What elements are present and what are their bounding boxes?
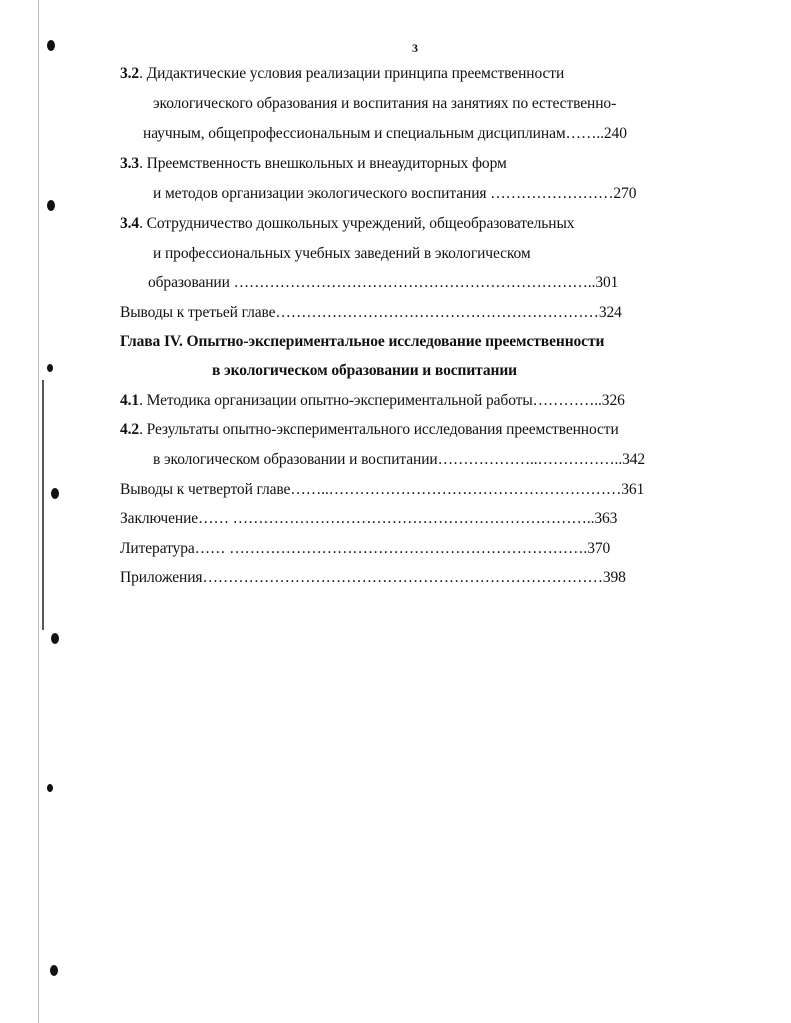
toc-entry-3-2-line-1	[120, 64, 564, 84]
toc-entry-3-4-line-2: и профессиональных учебных заведений в экологическом	[153, 245, 531, 262]
section-number: 3.2	[120, 65, 140, 82]
binding-hole	[47, 784, 53, 792]
toc-chapter-4-title-line-1: Глава IV. Опытно-экспериментальное исследование преемственности	[120, 333, 605, 350]
toc-entry-3-3-line-1	[120, 154, 507, 174]
toc-entry-conclusion: Заключение…… ……………………………………………………………..363	[120, 510, 618, 527]
toc-entry-conclusions-3: Выводы к третьей главе………………………………………………………324	[120, 304, 622, 321]
toc-entry-4-2-line-1	[120, 420, 619, 440]
binding-hole	[51, 633, 59, 644]
binding-edge-shadow	[42, 380, 44, 630]
binding-hole	[47, 364, 53, 372]
toc-entry-conclusions-4: Выводы к четвертой главе……..…………………………………………………361	[120, 481, 645, 498]
toc-entry-4-1	[120, 391, 625, 411]
section-number: 3.3	[120, 155, 140, 172]
section-title: . Методика организации опытно-экспериментальной работы…………..326	[139, 392, 625, 409]
section-title: . Результаты опытно-экспериментального исследования преемственности	[139, 421, 619, 438]
section-number: 4.1	[120, 392, 140, 409]
binding-edge-line	[38, 0, 39, 1023]
binding-hole	[47, 40, 55, 51]
toc-entry-appendices: Приложения……………………………………………………………………398	[120, 569, 626, 586]
binding-hole	[47, 200, 55, 211]
section-title: . Дидактические условия реализации принципа преемственности	[139, 65, 565, 82]
toc-entry-3-2-line-3: научным, общепрофессиональным и специальным дисциплинам……..240	[143, 125, 627, 142]
toc-chapter-4-title-line-2: в экологическом образовании и воспитании	[212, 362, 518, 379]
toc-entry-3-4-line-1	[120, 214, 574, 234]
toc-entry-literature: Литература…… …………………………………………………………….370	[120, 540, 611, 557]
page-number: 3	[412, 41, 418, 55]
binding-hole	[50, 965, 58, 976]
toc-entry-3-3-line-2: и методов организации экологического воспитания ……………………270	[153, 185, 637, 202]
section-title: . Преемственность внешкольных и внеаудиторных форм	[139, 155, 507, 172]
toc-entry-3-4-line-3: образовании ……………………………………………………………..301	[148, 274, 619, 291]
toc-entry-3-2-line-2: экологического образования и воспитания на занятиях по естественно-	[153, 95, 617, 112]
section-number: 4.2	[120, 421, 140, 438]
toc-entry-4-2-line-2: в экологическом образовании и воспитании………………..……………..342	[153, 451, 646, 468]
section-title: . Сотрудничество дошкольных учреждений, общеобразовательных	[139, 215, 575, 232]
binding-hole	[51, 488, 59, 499]
section-number: 3.4	[120, 215, 140, 232]
